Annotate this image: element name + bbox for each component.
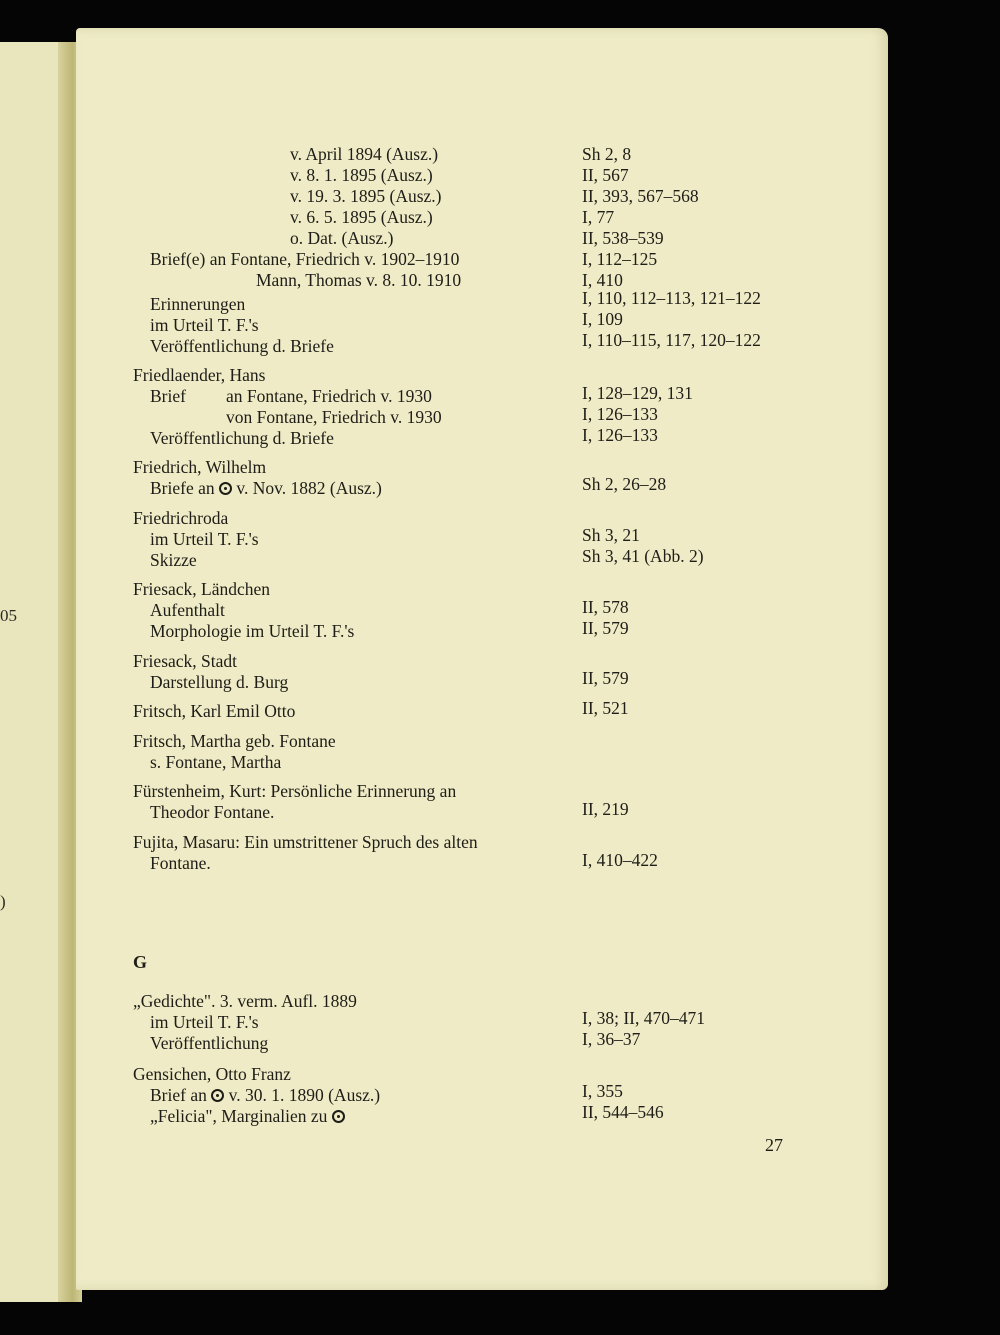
entry-text: v. 6. 5. 1895 (Ausz.)	[290, 207, 433, 227]
fontane-sun-symbol-icon	[332, 1110, 345, 1123]
entry-text-part: Brief an	[150, 1085, 207, 1105]
entry-text	[150, 1108, 345, 1126]
entry-ref: I, 110, 112–113, 121–122	[582, 288, 761, 308]
entry-text-part: v. Nov. 1882 (Ausz.)	[236, 478, 382, 498]
entry-text: von Fontane, Friedrich v. 1930	[226, 407, 442, 427]
left-page-fragment: 05	[0, 606, 17, 625]
fontane-sun-symbol-icon	[211, 1089, 224, 1102]
entry-ref: II, 544–546	[582, 1102, 664, 1122]
entry-text: o. Dat. (Ausz.)	[290, 228, 394, 248]
entry-ref: I, 355	[582, 1081, 623, 1101]
entry-text: Mann, Thomas v. 8. 10. 1910	[256, 270, 462, 290]
entry-text: Darstellung d. Burg	[150, 672, 289, 692]
page-number: 27	[765, 1135, 783, 1155]
entry-text: Fujita, Masaru: Ein umstrittener Spruch des alten	[133, 832, 478, 852]
entry-text: Theodor Fontane.	[150, 802, 275, 822]
left-page-fragment: )	[0, 892, 6, 911]
entry-ref: I, 77	[582, 207, 615, 227]
entry-ref: Sh 2, 26–28	[582, 474, 667, 494]
entry-text: Fontane.	[150, 853, 211, 873]
entry-ref: II, 538–539	[582, 228, 664, 248]
entry-text: Aufenthalt	[150, 600, 225, 620]
entry-ref: I, 410–422	[582, 850, 658, 870]
entry-ref: I, 410	[582, 270, 623, 290]
entry-text: an Fontane, Friedrich v. 1930	[226, 386, 432, 406]
entry-text: Gensichen, Otto Franz	[133, 1064, 291, 1084]
entry-text: v. 8. 1. 1895 (Ausz.)	[290, 165, 433, 185]
entry-text: Veröffentlichung d. Briefe	[150, 336, 334, 356]
entry-text: Veröffentlichung d. Briefe	[150, 428, 334, 448]
entry-ref: II, 521	[582, 698, 629, 718]
entry-text: Friedlaender, Hans	[133, 365, 266, 385]
entry-text: Friesack, Ländchen	[133, 579, 271, 599]
entry-text-part: „Felicia", Marginalien zu	[150, 1106, 328, 1126]
entry-text: v. 19. 3. 1895 (Ausz.)	[290, 186, 442, 206]
entry-text: „Gedichte". 3. verm. Aufl. 1889	[133, 991, 357, 1011]
entry-ref: I, 109	[582, 309, 623, 329]
section-heading: G	[133, 952, 148, 972]
entry-ref: I, 110–115, 117, 120–122	[582, 330, 761, 350]
entry-ref: I, 128–129, 131	[582, 383, 693, 403]
entry-ref: I, 126–133	[582, 425, 658, 445]
entry-text: v. April 1894 (Ausz.)	[290, 144, 439, 164]
entry-ref: II, 393, 567–568	[582, 186, 699, 206]
entry-ref: I, 126–133	[582, 404, 658, 424]
entry-text: Fritsch, Karl Emil Otto	[133, 701, 296, 721]
entry-ref: I, 112–125	[582, 249, 658, 269]
entry-text-part: Briefe an	[150, 478, 215, 498]
entry-ref: Sh 3, 41 (Abb. 2)	[582, 546, 704, 566]
entry-ref: II, 219	[582, 799, 629, 819]
fontane-sun-symbol-icon	[219, 482, 232, 495]
entry-text: Friedrichroda	[133, 508, 229, 528]
entry-text: Fritsch, Martha geb. Fontane	[133, 731, 336, 751]
entry-ref: II, 579	[582, 668, 629, 688]
entry-text: s. Fontane, Martha	[150, 752, 282, 772]
entry-ref: Sh 2, 8	[582, 144, 632, 164]
entry-text-part: v. 30. 1. 1890 (Ausz.)	[228, 1085, 381, 1105]
entry-text: Erinnerungen	[150, 294, 246, 314]
entry-text: Fürstenheim, Kurt: Persönliche Erinnerung an	[133, 781, 457, 801]
entry-text: Brief	[150, 386, 186, 406]
entry-ref: I, 38; II, 470–471	[582, 1008, 705, 1028]
entry-text: Friesack, Stadt	[133, 651, 238, 671]
entry-ref: Sh 3, 21	[582, 525, 640, 545]
entry-ref: II, 579	[582, 618, 629, 638]
entry-text	[150, 1087, 380, 1105]
entry-text: im Urteil T. F.'s	[150, 315, 259, 335]
entry-text: im Urteil T. F.'s	[150, 1012, 259, 1032]
entry-text: Brief(e) an Fontane, Friedrich v. 1902–1910	[150, 249, 460, 269]
entry-text: Skizze	[150, 550, 197, 570]
entry-ref: I, 36–37	[582, 1029, 641, 1049]
entry-ref: II, 578	[582, 597, 629, 617]
entry-text: Veröffentlichung	[150, 1033, 269, 1053]
entry-text: im Urteil T. F.'s	[150, 529, 259, 549]
entry-text	[150, 480, 382, 498]
entry-text: Morphologie im Urteil T. F.'s	[150, 621, 355, 641]
entry-text: Friedrich, Wilhelm	[133, 457, 267, 477]
entry-ref: II, 567	[582, 165, 629, 185]
index-page	[76, 28, 888, 1290]
